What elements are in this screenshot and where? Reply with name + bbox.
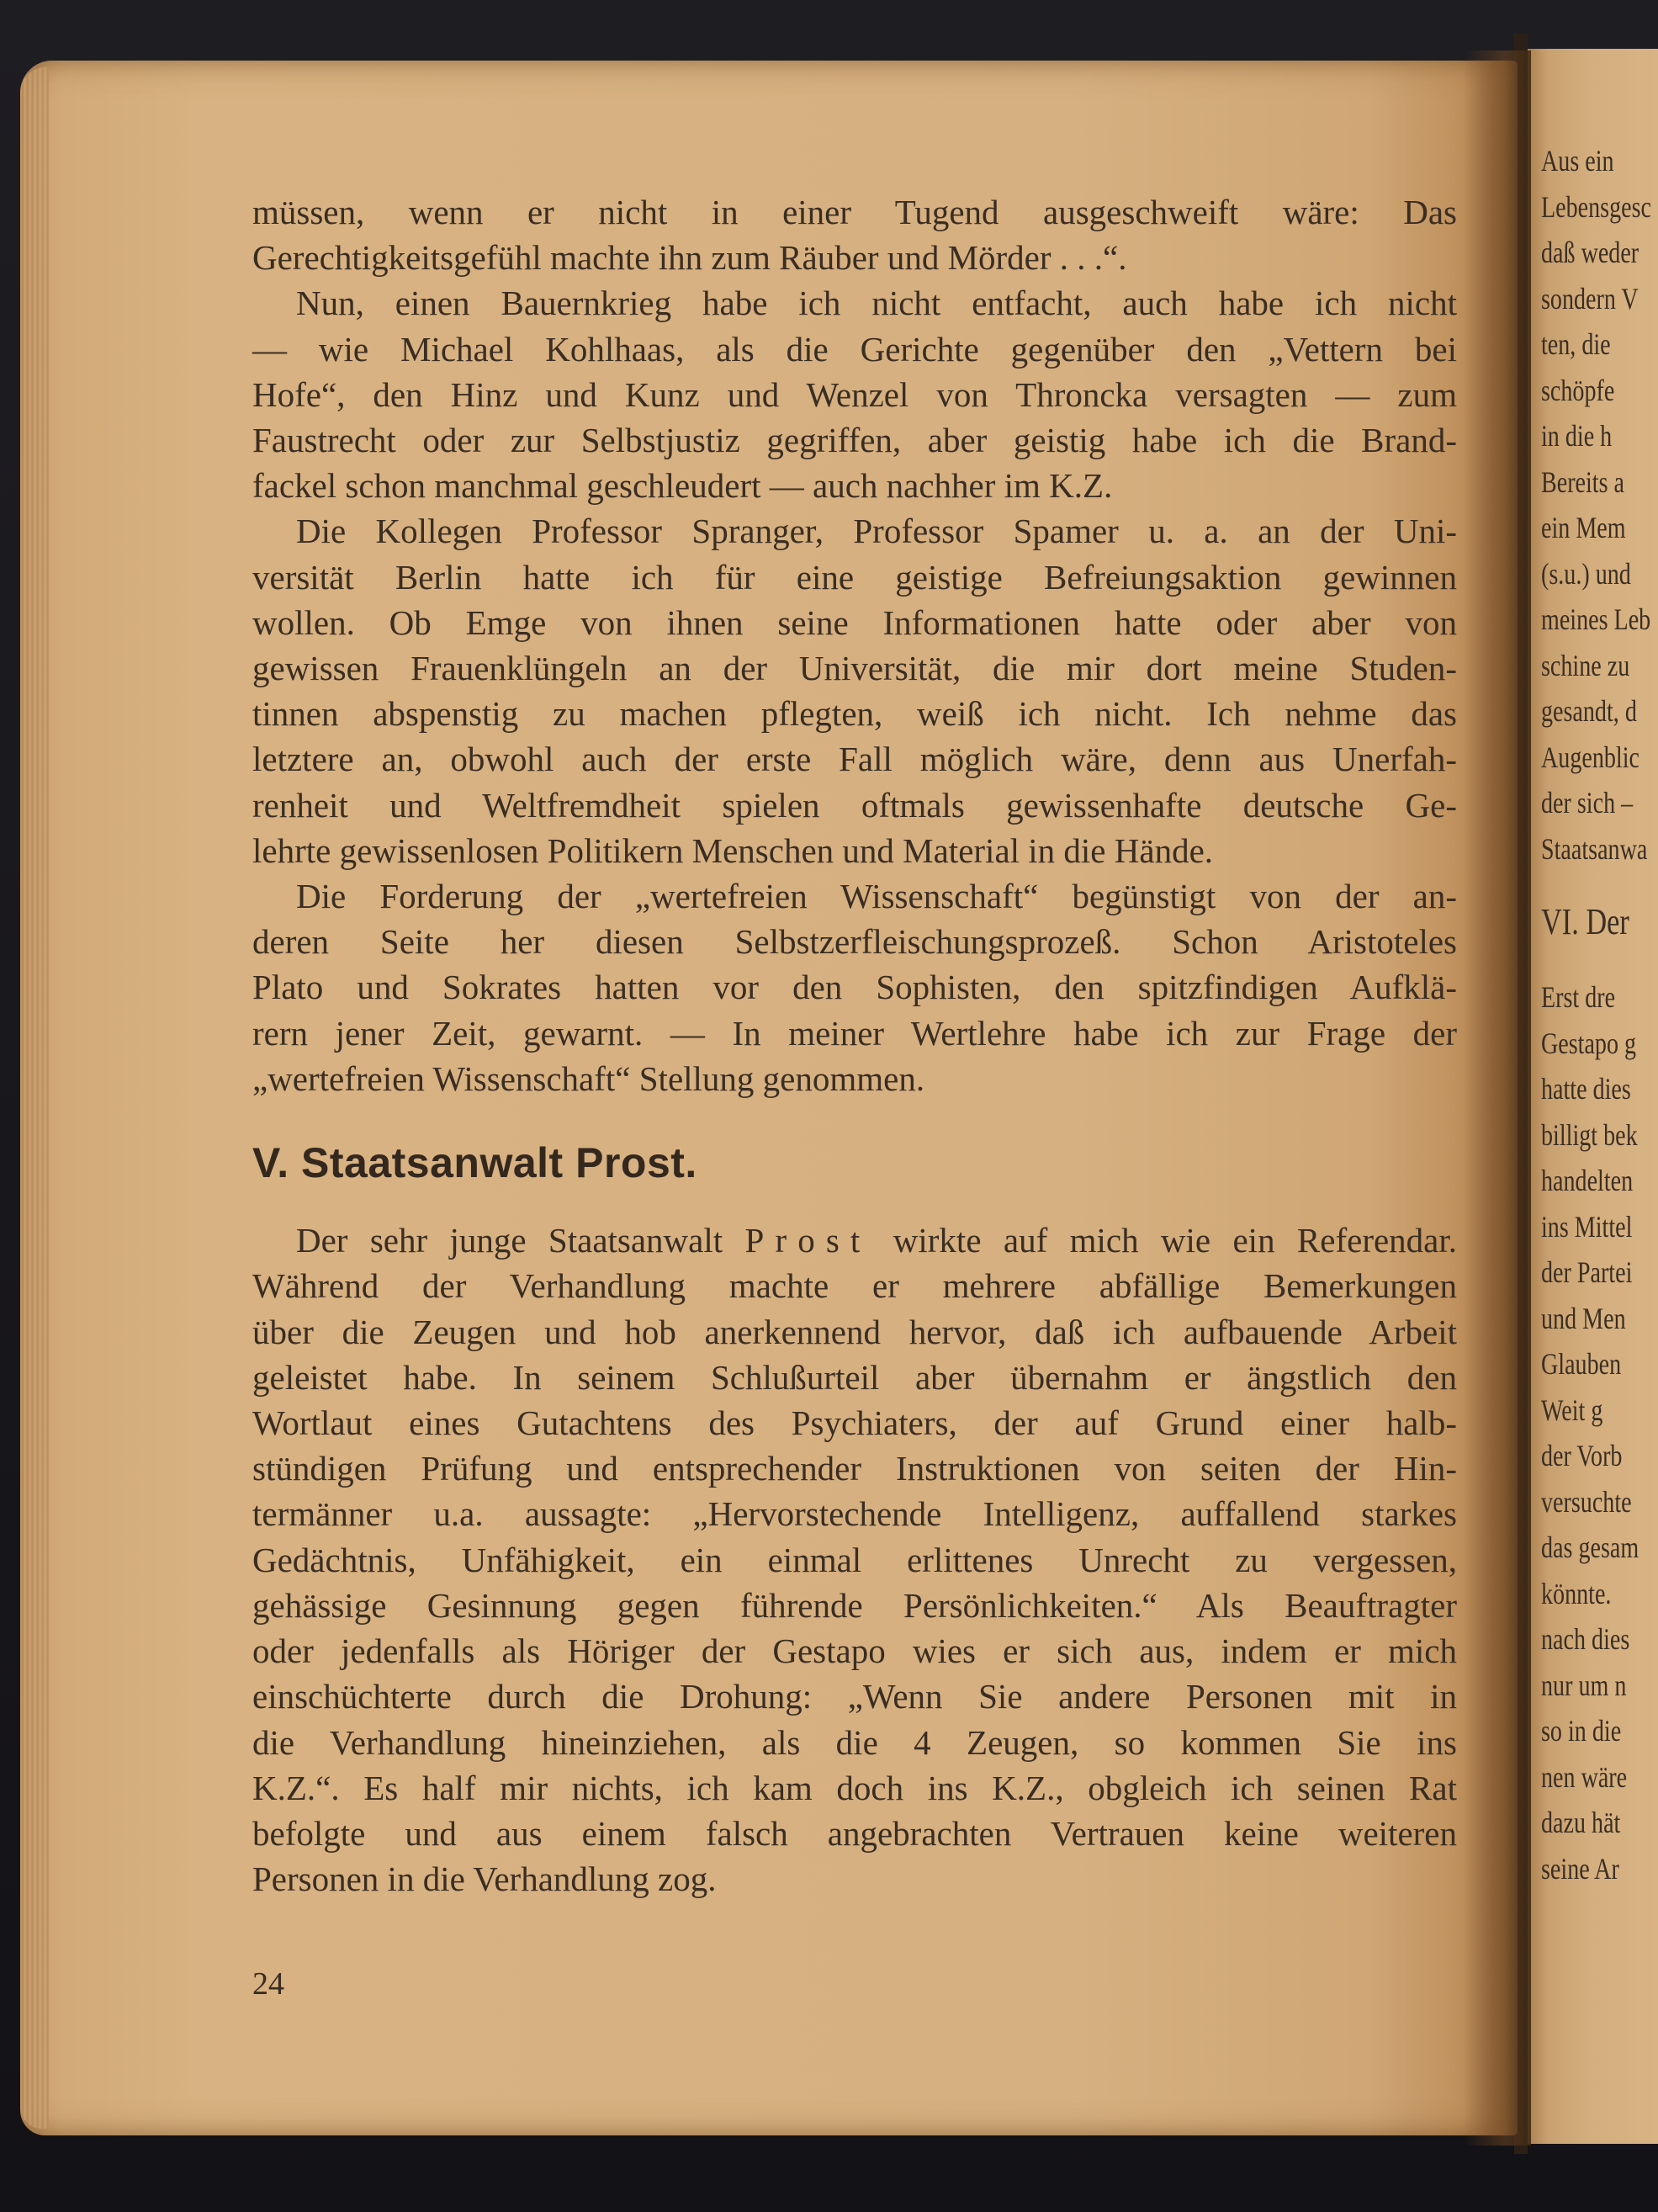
text-line: Faustrecht oder zur Selbstjustiz gegriffen, aber geistig habe ich die Brand- <box>252 421 1457 460</box>
text-line: letztere an, obwohl auch der erste Fall möglich wäre, denn aus Unerfah- <box>252 740 1457 779</box>
right-page-text-line: Glauben <box>1541 1347 1622 1381</box>
right-page-text-line: ein Mem <box>1541 511 1626 544</box>
paragraph-1 <box>252 189 1457 280</box>
text-line: versität Berlin hatte ich für eine geistige Befreiungsaktion gewinnen <box>252 557 1457 597</box>
right-page-text-line: meines Leb <box>1541 602 1651 636</box>
right-page-text-line: Erst dre <box>1541 980 1616 1014</box>
right-page-text-line: daß weder <box>1541 236 1639 269</box>
text-line: einschüchterte durch die Drohung: „Wenn Sie andere Personen mit in <box>252 1677 1457 1716</box>
paragraph-3 <box>252 508 1457 873</box>
text-line <box>252 1217 1457 1263</box>
text-line: über die Zeugen und hob anerkennend hervor, daß ich aufbauende Arbeit <box>252 1312 1457 1351</box>
text-line: befolgte und aus einem falsch angebrachten Vertrauen keine weiteren <box>252 1813 1457 1853</box>
right-page-text-line: der Vorb <box>1541 1439 1623 1472</box>
text-line: Gerechtigkeitsgefühl machte ihn zum Räuber und Mörder . . .“. <box>252 238 1127 278</box>
text-line: Die Kollegen Professor Spranger, Professor Spamer u. a. an der Uni- <box>296 512 1457 551</box>
right-page-fragment <box>1524 49 1658 2144</box>
right-page-text-line: ten, die <box>1541 327 1611 361</box>
text-line: oder jedenfalls als Höriger der Gestapo wies er sich aus, indem er mich <box>252 1631 1457 1671</box>
text-fragment: Der sehr junge Staatsanwalt <box>296 1221 745 1260</box>
section-heading: V. Staatsanwalt Prost. <box>252 1139 697 1187</box>
text-line: Wortlaut eines Gutachtens des Psychiaters, der auf Grund einer halb- <box>252 1403 1457 1443</box>
text-line: Während der Verhandlung machte er mehrere abfällige Bemerkungen <box>252 1266 1457 1306</box>
right-page-text-line: dazu hät <box>1541 1806 1621 1839</box>
page-gutter-shadow <box>1464 50 1531 2146</box>
right-page-text-line: Bereits a <box>1541 464 1625 499</box>
right-page-text-line: handelten <box>1541 1164 1634 1197</box>
text-line: gehässige Gesinnung gegen führende Persönlichkeiten.“ Als Beauftragter <box>252 1585 1457 1625</box>
page-edges <box>20 67 49 2129</box>
right-page-text-line: ins Mittel <box>1541 1209 1633 1244</box>
right-page-text-line: Aus ein <box>1541 144 1614 178</box>
text-line: termänner u.a. aussagte: „Hervorstechende Intelligenz, auffallend starkes <box>252 1494 1457 1534</box>
right-page-text-line: und Men <box>1541 1301 1626 1335</box>
right-page-text-line: könnte. <box>1541 1576 1612 1610</box>
text-line: — wie Michael Kohlhaas, als die Gerichte gegenüber den „Vettern bei <box>252 329 1457 369</box>
right-page-text-line: nen wäre <box>1541 1759 1628 1794</box>
right-page-text-line: seine Ar <box>1541 1851 1619 1886</box>
text-line: müssen, wenn er nicht in einer Tugend ausgeschweift wäre: Das <box>252 193 1457 231</box>
text-line: Personen in die Verhandlung zog. <box>252 1859 717 1899</box>
text-line: stündigen Prüfung und entsprechender Instruktionen von seiten der Hin- <box>252 1449 1457 1488</box>
right-page-text-line: gesandt, d <box>1541 694 1637 728</box>
text-fragment: wirkte auf mich wie ein Referendar. <box>871 1221 1458 1260</box>
right-page-text-line: schine zu <box>1541 648 1630 682</box>
name-prost-spaced: Prost <box>744 1221 871 1260</box>
right-page-text-line: Gestapo g <box>1541 1026 1637 1060</box>
text-line: Nun, einen Bauernkrieg habe ich nicht entfacht, auch habe ich nicht <box>296 284 1457 323</box>
right-page-text-line: hatte dies <box>1541 1072 1631 1106</box>
text-line: Gedächtnis, Unfähigkeit, ein einmal erlittenes Unrecht zu vergessen, <box>252 1540 1457 1579</box>
text-line: die Verhandlung hineinziehen, als die 4 Zeugen, so kommen Sie ins <box>252 1722 1457 1762</box>
text-line: fackel schon manchmal geschleudert — auch nachher im K.Z. <box>252 466 1113 506</box>
text-line: „wertefreien Wissenschaft“ Stellung genommen. <box>252 1058 925 1098</box>
right-page-text-line: Weit g <box>1541 1392 1603 1427</box>
paragraph-4 <box>252 873 1457 1101</box>
paragraph-5 <box>252 1217 1457 1902</box>
right-page-text-line: so in die <box>1541 1714 1622 1748</box>
right-page-text-line: Augenblic <box>1541 740 1639 774</box>
text-line: rern jener Zeit, gewarnt. — In meiner Wertlehre habe ich zur Frage der <box>252 1013 1457 1053</box>
right-page-text-line: der sich – <box>1541 786 1634 820</box>
text-line: wollen. Ob Emge von ihnen seine Informationen hatte oder aber von <box>252 602 1457 642</box>
text-line: renheit und Weltfremdheit spielen oftmals gewissenhafte deutsche Ge- <box>252 785 1457 825</box>
right-page-text-line: versuchte <box>1541 1484 1632 1519</box>
right-page-text-line: Lebensgesc <box>1541 189 1651 224</box>
text-line: K.Z.“. Es half mir nichts, ich kam doch ins K.Z., obgleich ich seinen Rat <box>252 1768 1457 1807</box>
right-page-text-line: (s.u.) und <box>1541 556 1631 591</box>
text-line: geleistet habe. In seinem Schlußurteil aber übernahm er ängstlich den <box>252 1357 1457 1397</box>
right-page-text-line: Staatsanwa <box>1541 831 1648 866</box>
right-page-text-line: der Partei <box>1541 1255 1633 1289</box>
right-page-text-line: nur um n <box>1541 1668 1627 1702</box>
right-page-text-line: nach dies <box>1541 1622 1630 1656</box>
text-line: lehrte gewissenlosen Politikern Menschen und Material in die Hände. <box>252 830 1214 870</box>
right-page-text-line: das gesam <box>1541 1530 1639 1564</box>
page-number: 24 <box>252 1966 284 2002</box>
text-line: Hofe“, den Hinz und Kunz und Wenzel von Throncka versagten — zum <box>252 374 1457 414</box>
right-page-text-line: billigt bek <box>1541 1117 1638 1152</box>
text-line: Plato und Sokrates hatten vor den Sophisten, den spitzfindigen Aufklä- <box>252 968 1457 1007</box>
text-line: gewissen Frauenklüngeln an der Universität, die mir dort meine Studen- <box>252 649 1457 688</box>
left-page-text <box>252 189 1457 1902</box>
text-line: deren Seite her diesen Selbstzerfleischungsprozeß. Schon Aristoteles <box>252 922 1457 962</box>
right-page-text-line: schöpfe <box>1541 373 1615 407</box>
right-page-text-line: VI. Der <box>1541 901 1629 942</box>
right-page-text-line: sondern V <box>1541 281 1639 316</box>
text-line: Die Forderung der „wertefreien Wissenschaft“ begünstigt von der an- <box>296 877 1457 916</box>
right-page-text-line: in die h <box>1541 419 1613 453</box>
paragraph-2 <box>252 280 1457 508</box>
text-line: tinnen abspenstig zu machen pflegten, weiß ich nicht. Ich nehme das <box>252 694 1457 734</box>
